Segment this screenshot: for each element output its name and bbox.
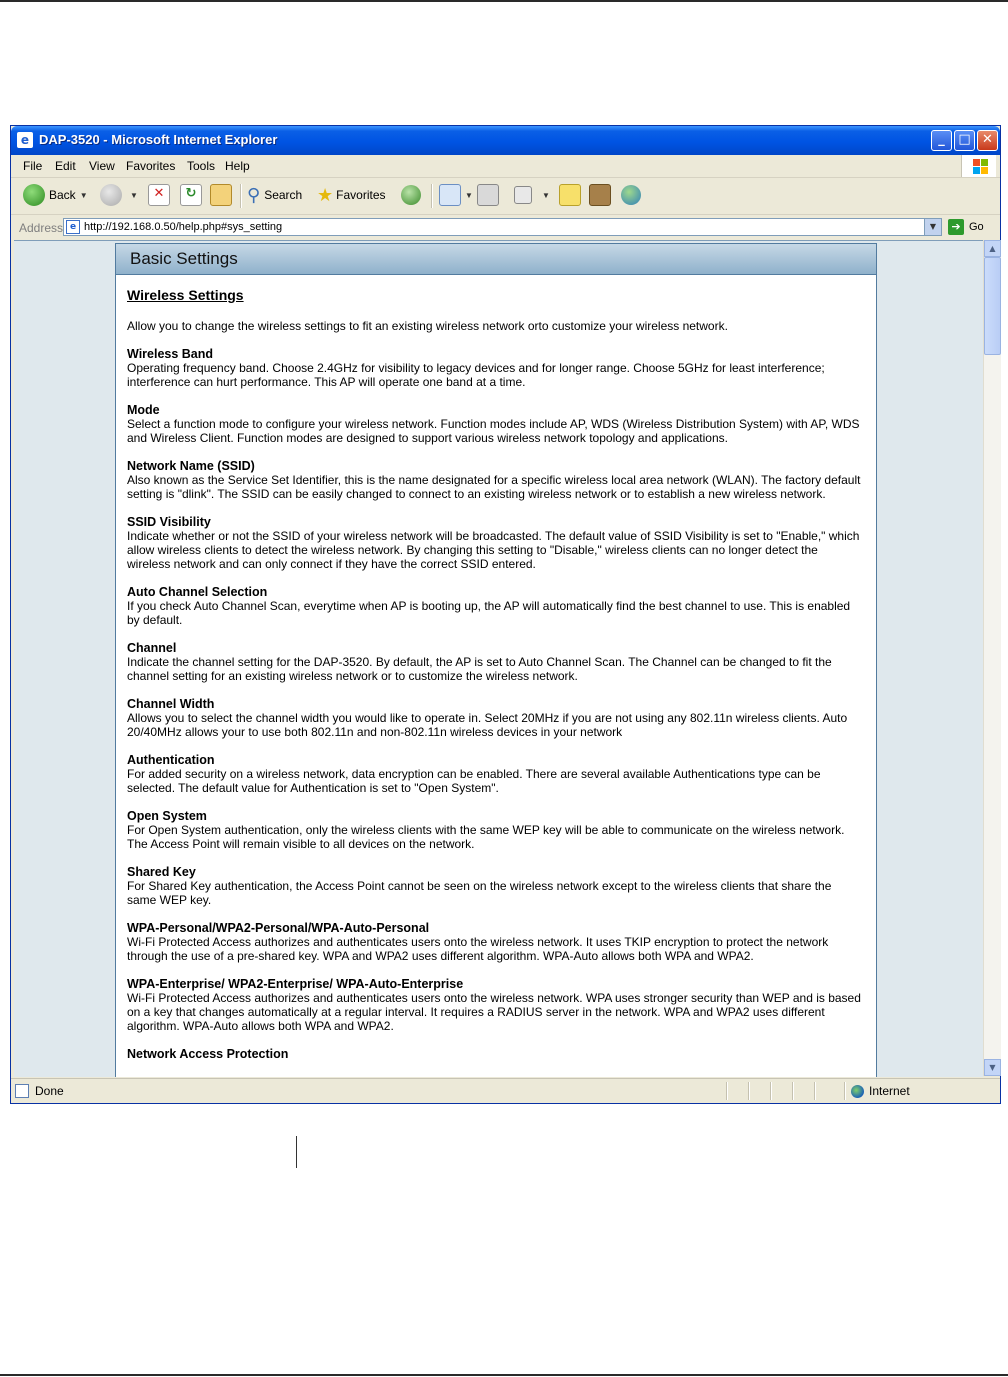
vertical-scrollbar[interactable] — [983, 240, 1001, 1076]
status-done — [15, 1084, 64, 1098]
status-text: Done — [35, 1084, 64, 1098]
close-button[interactable]: ✕ — [977, 130, 998, 151]
intro-text: Allow you to change the wireless settings to fit an existing wireless network orto customize your wireless network. — [127, 319, 728, 333]
item-title: Network Name (SSID) — [127, 459, 255, 473]
windows-logo-icon — [961, 155, 996, 177]
item-desc: Wi-Fi Protected Access authorizes and authenticates users onto the wireless network. It uses TKIP encryption to protect the network through the use of a pre-shared key. WPA and WPA2 uses different algorithm. WPA-Auto allows both WPA and WPA2. — [127, 935, 829, 963]
mail-icon — [439, 184, 461, 206]
address-label: Address — [19, 221, 64, 235]
stop-icon: ✕ — [148, 184, 170, 206]
status-bar — [11, 1078, 1000, 1103]
back-button[interactable] — [23, 183, 88, 207]
status-divider — [770, 1082, 772, 1100]
menu-tools[interactable]: Tools — [187, 159, 216, 173]
item-title: Mode — [127, 403, 160, 417]
home-button[interactable] — [210, 183, 232, 207]
help-item-shared-key — [127, 865, 864, 907]
edit-icon — [514, 186, 532, 204]
help-item-wireless-band — [127, 347, 864, 389]
go-arrow-icon: ➔ — [948, 219, 964, 235]
panel-header: Basic Settings — [116, 244, 876, 275]
item-title: Authentication — [127, 753, 215, 767]
section-title: Wireless Settings — [127, 287, 244, 303]
refresh-button[interactable] — [180, 183, 202, 207]
menu-favorites[interactable]: Favorites — [126, 159, 176, 173]
item-desc: Also known as the Service Set Identifier, this is the name designated for a specific wireless local area network (WLAN). The factory default setting is "dlink". The SSID can be easily changed to connect to an existing wireless network or to establish a new wireless network. — [127, 473, 861, 501]
help-item-ssid — [127, 459, 864, 501]
research-button[interactable] — [589, 183, 611, 207]
item-desc: For added security on a wireless network, data encryption can be enabled. There are several available Authentications type can be selected. The default value for Authentication is set to "Open System". — [127, 767, 821, 795]
item-desc: Wi-Fi Protected Access authorizes and authenticates users onto the wireless network. WPA uses stronger security than WEP and is based on a key that changes automatically at a regular interval. It requires a RADIUS server in the network. WPA and WPA2 uses different algorithm. WPA-Auto allows both WPA and WPA2. — [127, 991, 861, 1033]
item-desc: Select a function mode to configure your wireless network. Function modes include AP, WDS (Wireless Distribution System) with AP, WDS and Wireless Client. Function modes are designed to support various wireless network topology and applications. — [127, 417, 860, 445]
edit-button[interactable] — [514, 183, 550, 207]
edit-dropdown-icon[interactable]: ▼ — [542, 190, 550, 200]
help-item-nap — [127, 1047, 864, 1061]
back-label: Back — [49, 188, 76, 202]
menu-view[interactable]: View — [89, 159, 115, 173]
address-bar — [11, 215, 1000, 239]
mail-dropdown-icon[interactable]: ▼ — [465, 190, 473, 200]
favorites-label: Favorites — [336, 188, 386, 202]
page-top-rule — [0, 0, 1008, 2]
item-title: Network Access Protection — [127, 1047, 289, 1061]
title-bar[interactable] — [11, 126, 1000, 155]
page-content — [14, 240, 983, 1077]
help-item-channel-width — [127, 697, 864, 739]
back-arrow-icon — [23, 184, 45, 206]
discuss-button[interactable] — [559, 183, 581, 207]
help-item-ssid-visibility — [127, 515, 864, 571]
page-bottom-rule — [0, 1374, 1008, 1376]
forward-dropdown-icon[interactable]: ▼ — [130, 190, 138, 200]
help-item-auto-channel — [127, 585, 864, 627]
help-body — [116, 275, 876, 1061]
minimize-button[interactable]: _ — [931, 130, 952, 151]
browser-window — [10, 125, 1001, 1104]
forward-arrow-icon — [100, 184, 122, 206]
address-url: http://192.168.0.50/help.php#sys_setting — [84, 221, 283, 233]
toolbar — [11, 178, 1000, 215]
maximize-button[interactable]: □ — [954, 130, 975, 151]
menu-edit[interactable]: Edit — [55, 159, 76, 173]
item-title: Open System — [127, 809, 207, 823]
note-icon — [559, 184, 581, 206]
item-desc: Indicate the channel setting for the DAP-3520. By default, the AP is set to Auto Channel Scan. The Channel can be changed to fit the channel setting for an existing wireless network or to customize the wireless network. — [127, 655, 832, 683]
scroll-down-icon[interactable]: ▼ — [984, 1059, 1001, 1076]
item-title: WPA-Enterprise/ WPA2-Enterprise/ WPA-Auto-Enterprise — [127, 977, 464, 991]
help-item-wpa-personal — [127, 921, 864, 963]
go-label: Go — [969, 221, 984, 233]
toolbar-separator — [431, 184, 433, 208]
help-item-mode — [127, 403, 864, 445]
item-desc: Indicate whether or not the SSID of your wireless network will be broadcasted. The default value of SSID Visibility is set to "Enable," which allow wireless clients to detect the wireless network. By changing this setting to "Disable," wireless clients can no longer detect the wireless network and can only connect if they have the correct SSID entered. — [127, 529, 860, 571]
search-icon: ⚲ — [247, 184, 261, 206]
print-icon — [477, 184, 499, 206]
favorites-star-icon: ★ — [317, 184, 334, 206]
history-icon — [401, 185, 421, 205]
page-done-icon — [15, 1084, 29, 1098]
security-zone — [851, 1084, 910, 1098]
menu-help[interactable]: Help — [225, 159, 250, 173]
scroll-up-icon[interactable]: ▲ — [984, 240, 1001, 257]
status-divider — [748, 1082, 750, 1100]
address-input[interactable] — [63, 218, 942, 236]
scroll-thumb[interactable] — [984, 257, 1001, 355]
menu-file[interactable]: File — [23, 159, 43, 173]
status-divider — [792, 1082, 794, 1100]
status-divider — [814, 1082, 816, 1100]
globe-icon — [851, 1085, 864, 1098]
go-button[interactable] — [948, 218, 984, 236]
item-title: Auto Channel Selection — [127, 585, 268, 599]
messenger-icon — [621, 185, 641, 205]
refresh-icon: ↻ — [180, 184, 202, 206]
address-dropdown-icon[interactable]: ▼ — [924, 219, 941, 235]
mail-button[interactable] — [439, 183, 473, 207]
toolbar-separator — [240, 184, 242, 208]
zone-label: Internet — [869, 1084, 910, 1098]
ie-icon: e — [17, 132, 33, 148]
item-title: WPA-Personal/WPA2-Personal/WPA-Auto-Personal — [127, 921, 430, 935]
search-button[interactable] — [247, 183, 302, 207]
help-item-authentication — [127, 753, 864, 795]
item-desc: Allows you to select the channel width you would like to operate in. Select 20MHz if you are not using any 802.11n wireless clients. Auto 20/40MHz allows your to use both 802.11n and non-802.11n wireless devices in your network — [127, 711, 848, 739]
item-title: Wireless Band — [127, 347, 214, 361]
help-item-wpa-enterprise — [127, 977, 864, 1033]
page-icon: e — [66, 220, 80, 234]
status-divider — [726, 1082, 728, 1100]
research-icon — [589, 184, 611, 206]
favorites-button[interactable] — [317, 183, 386, 207]
messenger-button[interactable] — [621, 183, 645, 207]
forward-button[interactable] — [100, 183, 138, 207]
item-desc: For Open System authentication, only the wireless clients with the same WEP key will be able to communicate on the wireless network. The Access Point will remain visible to all devices on the network. — [127, 823, 845, 851]
home-icon — [210, 184, 232, 206]
help-panel — [115, 243, 877, 1077]
history-button[interactable] — [401, 183, 425, 207]
item-desc: If you check Auto Channel Scan, everytime when AP is booting up, the AP will automatically find the best channel to use. This is enabled by default. — [127, 599, 851, 627]
item-title: Channel Width — [127, 697, 215, 711]
search-label: Search — [264, 188, 303, 202]
item-desc: Operating frequency band. Choose 2.4GHz for visibility to legacy devices and for longer range. Choose 5GHz for least interference; interference can hurt performance. This AP will operate one band at a time. — [127, 361, 825, 389]
help-item-open-system — [127, 809, 864, 851]
help-item-channel — [127, 641, 864, 683]
page-divider-line — [296, 1136, 297, 1168]
print-button[interactable] — [477, 183, 499, 207]
item-title: Channel — [127, 641, 177, 655]
status-divider — [844, 1082, 846, 1100]
item-title: SSID Visibility — [127, 515, 211, 529]
back-dropdown-icon[interactable]: ▼ — [79, 190, 88, 200]
item-title: Shared Key — [127, 865, 196, 879]
item-desc: For Shared Key authentication, the Access Point cannot be seen on the wireless network except to the wireless clients that share the same WEP key. — [127, 879, 832, 907]
stop-button[interactable] — [148, 183, 170, 207]
menu-bar — [11, 155, 1000, 178]
window-title: DAP-3520 - Microsoft Internet Explorer — [39, 132, 278, 147]
